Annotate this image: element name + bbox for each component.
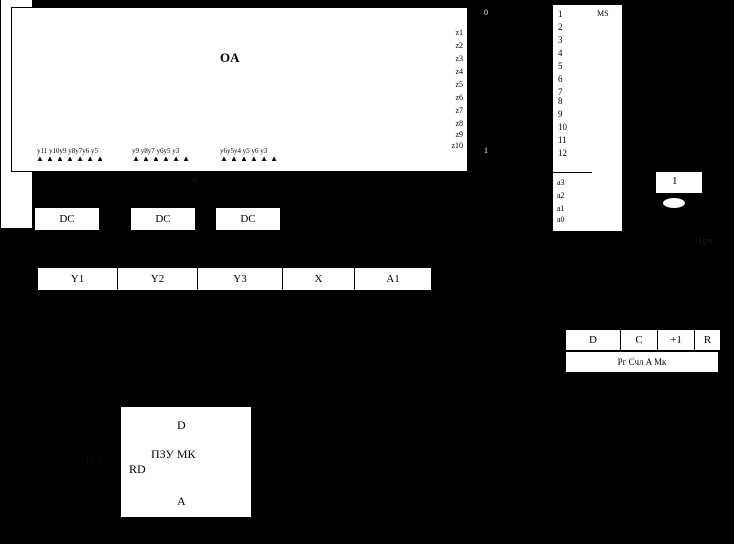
counter-row-2: 2	[558, 22, 563, 32]
oa-input-group-1-label: y11 y10y9 y8y7y6 y5	[37, 147, 98, 155]
oa-mark-bottom: 0	[193, 176, 197, 185]
counter-divider	[552, 172, 592, 173]
oa-output-z1: z1	[455, 28, 463, 37]
control-register	[565, 329, 721, 351]
counter-row-12: 12	[558, 148, 567, 158]
counter-title: MS	[597, 9, 609, 18]
memory-data-input-label: D	[177, 418, 186, 432]
oa-output-z10: z10	[451, 141, 463, 150]
microinstruction-register	[37, 267, 432, 291]
oa-output-z7: z7	[455, 106, 463, 115]
register-field-x: X	[283, 268, 355, 290]
oa-input-group-2-arrows: ▲▲▲▲▲▲	[132, 154, 193, 163]
oa-input-group-3-arrows: ▲▲▲▲▲▲	[220, 154, 281, 163]
oa-output-z4: z4	[455, 67, 463, 76]
one-block-label: 1	[672, 175, 678, 187]
oa-input-group-2-label: y9 y8y7 y6y5 y3	[132, 147, 180, 155]
counter-row-3: 3	[558, 35, 563, 45]
oa-mark-top-right: 0	[484, 8, 488, 17]
decoder-1: DC	[34, 207, 100, 231]
oa-output-z9: z9	[455, 130, 463, 139]
control-register-field-c: C	[621, 330, 658, 350]
register-field-y3: Y3	[198, 268, 283, 290]
control-register-footer: Рг Счл A Мк	[565, 351, 719, 373]
counter-row-10: 10	[558, 122, 567, 132]
oa-output-z2: z2	[455, 41, 463, 50]
counter-row-7: 7	[558, 87, 563, 97]
counter-row-8: 8	[558, 96, 563, 106]
counter-row-9: 9	[558, 109, 563, 119]
counter-row-5: 5	[558, 61, 563, 71]
register-field-y2: Y2	[118, 268, 198, 290]
memory-address-label: A	[177, 494, 186, 508]
oa-input-group-3-label: y6y5y4 y5 y6 y3	[220, 147, 268, 155]
oa-output-z3: z3	[455, 54, 463, 63]
oa-mark-right: 1	[484, 146, 488, 155]
oa-output-z5: z5	[455, 80, 463, 89]
oa-block	[11, 7, 468, 172]
memory-side-note: 12.3	[85, 455, 101, 465]
counter-row-11: 11	[558, 135, 567, 145]
counter-row-4: 4	[558, 48, 563, 58]
register-field-a1: A1	[386, 273, 400, 285]
memory-name-label: ПЗУ МК	[151, 447, 196, 461]
oa-output-z8: z8	[455, 119, 463, 128]
control-register-field-d: D	[566, 330, 621, 350]
counter-address-a0: a0	[557, 215, 565, 224]
control-register-field-r: R	[703, 334, 712, 346]
one-block-oval	[662, 197, 686, 209]
one-block-side-note: Црв	[699, 236, 713, 245]
register-field-y1: Y1	[38, 268, 118, 290]
decoder-3: DC	[215, 207, 281, 231]
counter-address-a1: a1	[557, 204, 565, 213]
oa-input-group-1-arrows: ▲▲▲▲▲▲▲	[36, 154, 107, 163]
counter-address-a2: a2	[557, 191, 565, 200]
decoder-2: DC	[130, 207, 196, 231]
memory-rd-label: RD	[129, 462, 146, 476]
oa-output-z6: z6	[455, 93, 463, 102]
counter-address-a3: a3	[557, 178, 565, 187]
oa-label: OA	[220, 50, 240, 65]
one-block	[655, 171, 703, 194]
counter-row-6: 6	[558, 74, 563, 84]
control-register-field-plus1: +1	[658, 330, 695, 350]
counter-row-1: 1	[558, 9, 563, 19]
